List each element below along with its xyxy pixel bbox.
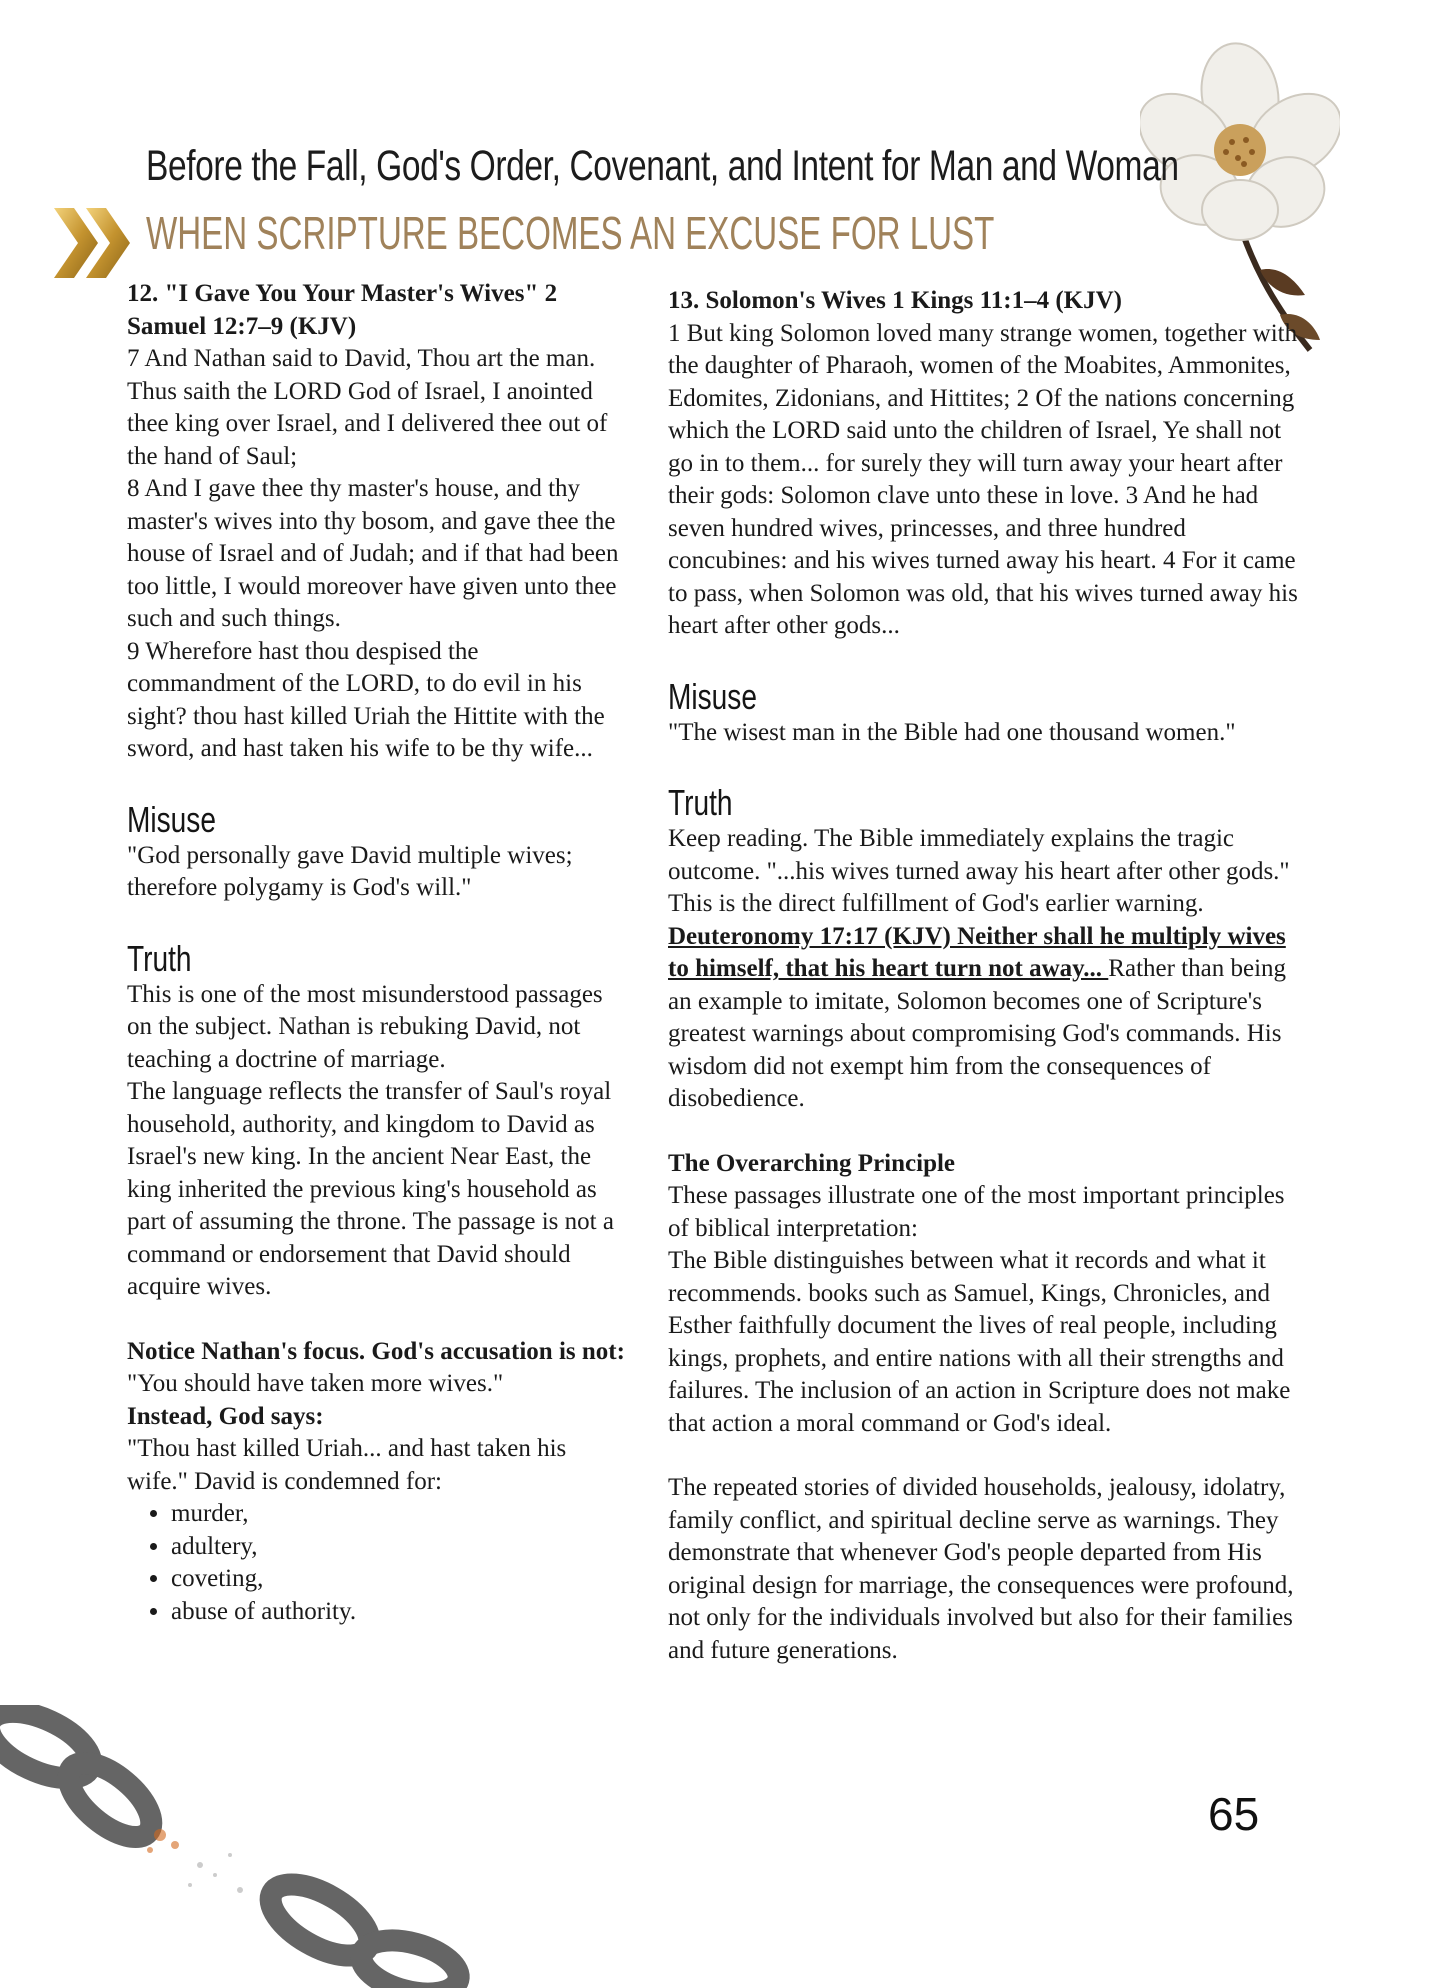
notice-paragraph [127, 1336, 632, 1401]
section-heading-12-line2: Samuel 12:7–9 (KJV) [127, 312, 357, 340]
truth-heading-right: Truth [668, 782, 733, 823]
sin-list [127, 1498, 632, 1628]
section-heading-13: 13. Solomon's Wives 1 Kings 11:1–4 (KJV) [668, 287, 1122, 314]
kings-verses: 1 But king Solomon loved many strange women, together with the daughter of Pharaoh, women of the Moabites, Ammonites, Edomites, Zidonians, and Hittites; 2 Of the nations concerning which the LORD said unto the children of Israel, Ye shall not go in to them... for surely they will turn away your heart after their gods: Solomon clave unto these in love. 3 And he had seven hundred wives, princesses, and three hundred concubines: and his wives turned away his heart. 4 For it came to pass, when Solomon was old, that his wives turned away his heart after other gods... [668, 319, 1298, 639]
misuse-heading-right: Misuse [668, 675, 757, 717]
deuteronomy-reference: Deuteronomy 17:17 (KJV) Neither shall he multiply wives to himself, that his heart turn not away... [668, 922, 1286, 982]
principle-paragraph-2: The repeated stories of divided households, jealousy, idolatry, family conflict, and spiritual decline serve as warnings. They demonstrate that whenever God's people departed from His original design for marriage, the consequences were profound, not only for the individuals involved but also for their families and future generations. [668, 1474, 1294, 1664]
truth-paragraph-1: This is one of the most misunderstood passages on the subject. Nathan is rebuking David, not teaching a doctrine of marriage. [127, 980, 603, 1073]
left-column [127, 278, 632, 1628]
notice-bold: Notice Nathan's focus. God's accusation is not: [127, 1337, 625, 1365]
page-title: Before the Fall, God's Order, Covenant, and Intent for Man and Woman [146, 142, 1179, 190]
double-chevron-right-icon [52, 206, 134, 280]
page-subtitle: WHEN SCRIPTURE BECOMES AN EXCUSE FOR LUST [146, 207, 995, 259]
misuse-heading-left: Misuse [127, 798, 216, 840]
principle-paragraph-1b: The Bible distinguishes between what it records and what it recommends. books such as Samuel, Kings, Chronicles, and Esther faithfully document the lives of real people, including kings, prophets, and entire nations with all their strengths and failures. The inclusion of an action in Scripture does not make that action a moral command or God's ideal. [668, 1247, 1291, 1437]
page-number: 65 [1208, 1788, 1260, 1840]
broken-chain-illustration [0, 1705, 470, 1988]
truth-end: Rather than being an example to imitate, Solomon becomes one of Scripture's greatest warnings about compromising God's commands. His wisdom did not exempt him from the consequences of disobedience. [668, 955, 1287, 1112]
right-column [668, 285, 1298, 1667]
misuse-text-left: "God personally gave David multiple wives; therefore polygamy is God's will." [127, 841, 573, 901]
list-item: • coveting, [171, 1563, 632, 1596]
truth-paragraph-2: The language reflects the transfer of Saul's royal household, authority, and kingdom to David as Israel's new king. In the ancient Near East, the king inherited the previous king's household as part of assuming the throne. The passage is not a command or endorsement that David should acquire wives. [127, 1078, 614, 1300]
instead-quote: "Thou hast killed Uriah... and hast taken his wife." David is condemned for: [127, 1435, 567, 1495]
verse-8: 8 And I gave thee thy master's house, and thy master's wives into thy bosom, and gave thee the house of Israel and of Judah; and if that had been too little, I would moreover have given unto thee such and such things. [127, 475, 619, 632]
instead-bold: Instead, God says: [127, 1402, 324, 1430]
list-item: • abuse of authority. [171, 1596, 632, 1629]
verse-9: 9 Wherefore hast thou despised the commandment of the LORD, to do evil in his sight? thou hast killed Uriah the Hittite with the sword, and hast taken his wife to be thy wife... [127, 637, 605, 762]
verse-7: 7 And Nathan said to David, Thou art the man. Thus saith the LORD God of Israel, I anointed thee king over Israel, and I delivered thee out of the hand of Saul; [127, 345, 608, 470]
truth-start: Keep reading. The Bible immediately explains the tragic outcome. "...his wives turned away his heart after other gods." This is the direct fulfillment of God's earlier warning. [668, 825, 1290, 917]
list-item: • murder, [171, 1498, 632, 1531]
section-heading-12-line1: 12. "I Gave You Your Master's Wives" 2 [127, 280, 558, 307]
principle-heading: The Overarching Principle [668, 1149, 956, 1177]
principle-paragraph-1a: These passages illustrate one of the most important principles of biblical interpretation: [668, 1182, 1285, 1242]
section-heading-12 [127, 278, 632, 343]
notice-quote: "You should have taken more wives." [127, 1370, 504, 1397]
truth-heading-left: Truth [127, 937, 192, 979]
misuse-text-right: "The wisest man in the Bible had one thousand women." [668, 718, 1236, 746]
truth-paragraph-right [668, 823, 1298, 1116]
list-item: • adultery, [171, 1531, 632, 1564]
